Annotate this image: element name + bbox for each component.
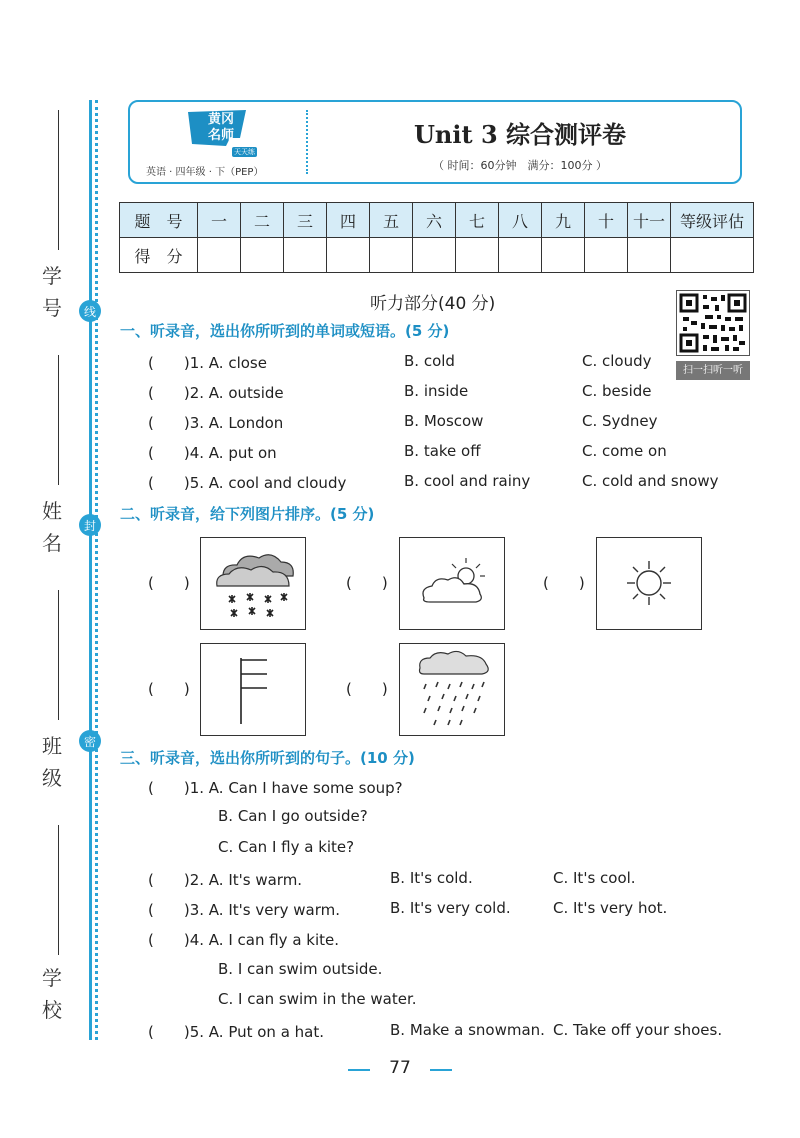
s3-q5-option-c: C. Take off your shoes.: [553, 1021, 723, 1039]
rainy-picture: [399, 643, 505, 736]
xuehao-rule: [58, 110, 59, 250]
score-header-cell: 五: [370, 203, 413, 238]
section-2-title: 二、听录音，给下列图片排序。(5 分): [120, 505, 375, 523]
s3-q1-option-b: B. Can I go outside?: [218, 807, 368, 825]
s1-q5-option-a: ( )5. A. cool and cloudy: [148, 474, 347, 492]
score-row-label: 得 分: [120, 238, 198, 273]
score-header-cell: 题 号: [120, 203, 198, 238]
score-header-cell: 一: [198, 203, 241, 238]
label-banji: 班 级: [42, 734, 62, 790]
s3-q5-option-a: ( )5. A. Put on a hat.: [148, 1023, 325, 1041]
logo: 黄冈 名师: [207, 112, 234, 143]
score-cell[interactable]: [671, 238, 754, 273]
s1-q4-option-b: B. take off: [404, 442, 481, 460]
xuexiao-rule: [58, 825, 59, 955]
score-cell[interactable]: [585, 238, 628, 273]
label-xingming: 姓 名: [42, 499, 62, 555]
binding-line: [89, 100, 92, 1040]
s1-q3-option-a: ( )3. A. London: [148, 414, 284, 432]
s3-q3-option-a: ( )3. A. It's very warm.: [148, 901, 340, 919]
s1-q1-option-c: C. cloudy: [582, 352, 652, 370]
windy-flag-picture: [200, 643, 306, 736]
qr-code-icon[interactable]: [676, 290, 750, 356]
score-header-cell: 十: [585, 203, 628, 238]
picture-5-answer[interactable]: ( ): [346, 680, 388, 698]
s1-q5-option-b: B. cool and rainy: [404, 472, 531, 490]
page-title: Unit 3 综合测评卷: [414, 120, 626, 149]
score-cell[interactable]: [241, 238, 284, 273]
score-cell[interactable]: [327, 238, 370, 273]
s3-q2-option-b: B. It's cold.: [390, 869, 473, 887]
s3-q4-option-a: ( )4. A. I can fly a kite.: [148, 931, 340, 949]
score-cell[interactable]: [284, 238, 327, 273]
s1-q3-option-c: C. Sydney: [582, 412, 658, 430]
header-divider: [306, 110, 308, 174]
score-table-header-row: [120, 203, 754, 238]
score-cell[interactable]: [370, 238, 413, 273]
s3-q3-option-c: C. It's very hot.: [553, 899, 668, 917]
label-xuehao: 学 号: [42, 264, 62, 320]
s1-q4-option-c: C. come on: [582, 442, 667, 460]
s1-q2-option-a: ( )2. A. outside: [148, 384, 284, 402]
qr-label: 扫一扫听一听: [676, 361, 750, 380]
logo-tag: 天天练: [234, 148, 255, 156]
seal-xian: 线: [79, 300, 101, 322]
label-xuexiao: 学 校: [42, 966, 62, 1022]
s1-q1-option-b: B. cold: [404, 352, 455, 370]
listening-part-title: 听力部分(40 分): [370, 294, 496, 314]
score-cell[interactable]: [413, 238, 456, 273]
score-cell[interactable]: [628, 238, 671, 273]
page-number-rule-right: [430, 1069, 452, 1071]
picture-4-answer[interactable]: ( ): [148, 680, 190, 698]
snowy-picture: [200, 537, 306, 630]
score-cell[interactable]: [198, 238, 241, 273]
sunny-picture: [596, 537, 702, 630]
picture-3-answer[interactable]: ( ): [543, 574, 585, 592]
score-header-cell: 六: [413, 203, 456, 238]
score-table-score-row: [120, 238, 754, 273]
score-header-cell: 三: [284, 203, 327, 238]
s1-q4-option-a: ( )4. A. put on: [148, 444, 277, 462]
picture-2-answer[interactable]: ( ): [346, 574, 388, 592]
s1-q1-option-a: ( )1. A. close: [148, 354, 267, 372]
xingming-rule: [58, 355, 59, 485]
binding-dotted-line: [95, 100, 98, 1040]
page-number-rule-left: [348, 1069, 370, 1071]
banji-rule: [58, 590, 59, 720]
score-header-cell: 八: [499, 203, 542, 238]
exam-time-info: （ 时间：60分钟 满分：100分 ）: [433, 159, 607, 172]
score-header-cell: 二: [241, 203, 284, 238]
score-header-cell: 等级评估: [671, 203, 754, 238]
score-cell[interactable]: [542, 238, 585, 273]
score-cell[interactable]: [499, 238, 542, 273]
s3-q2-option-a: ( )2. A. It's warm.: [148, 871, 303, 889]
s1-q2-option-c: C. beside: [582, 382, 652, 400]
s1-q2-option-b: B. inside: [404, 382, 469, 400]
s3-q2-option-c: C. It's cool.: [553, 869, 636, 887]
score-cell[interactable]: [456, 238, 499, 273]
score-header-cell: 七: [456, 203, 499, 238]
page-number: 77: [389, 1058, 411, 1078]
picture-1-answer[interactable]: ( ): [148, 574, 190, 592]
course-info: 英语 · 四年级 · 下（PEP）: [146, 167, 264, 178]
score-header-cell: 九: [542, 203, 585, 238]
s3-q5-option-b: B. Make a snowman.: [390, 1021, 545, 1039]
s3-q4-option-b: B. I can swim outside.: [218, 960, 383, 978]
section-1-title: 一、听录音，选出你所听到的单词或短语。(5 分): [120, 322, 450, 340]
s3-q1-option-a: ( )1. A. Can I have some soup?: [148, 779, 403, 797]
score-header-cell: 十一: [628, 203, 671, 238]
s3-q3-option-b: B. It's very cold.: [390, 899, 511, 917]
s3-q4-option-c: C. I can swim in the water.: [218, 990, 417, 1008]
s3-q1-option-c: C. Can I fly a kite?: [218, 838, 355, 856]
s1-q5-option-c: C. cold and snowy: [582, 472, 719, 490]
score-table: [119, 202, 754, 273]
seal-mi: 密: [79, 730, 101, 752]
s1-q3-option-b: B. Moscow: [404, 412, 484, 430]
section-3-title: 三、听录音，选出你所听到的句子。(10 分): [120, 749, 415, 767]
cloudy-picture: [399, 537, 505, 630]
seal-feng: 封: [79, 514, 101, 536]
score-header-cell: 四: [327, 203, 370, 238]
